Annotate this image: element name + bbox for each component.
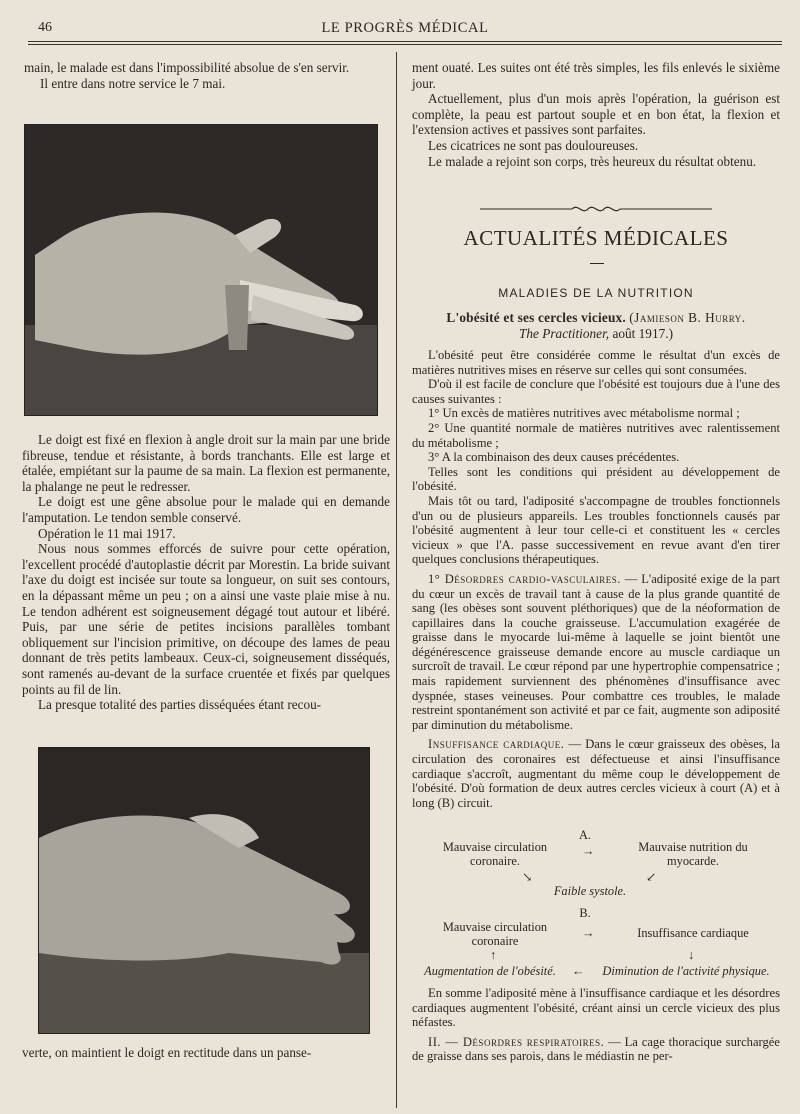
paragraph: Nous nous sommes efforcés de suivre pour cette opération, l'excellent procédé d'autoplastie décrit par Morestin. La bride suivant l'axe du doigt est incisée sur toute sa longueur, on suit ses contours, en la dépassant même un peu ; on a ainsi une vaste plaie mise à nu. Le tendon adhérent est soigneusement dégagé tout autour et libéré. Puis, par une série de petites incisions parallèles tombant obliquement sur l'incision primitive, on découpe des lames de peau donnant de très petits lambeaux. Ceux-ci, soigneusement disséqués, sont ramenés au-devant de la surface cruentée et fixés par quelques points au fil de lin.	[22, 541, 390, 697]
scheme-b-bottom-right: Diminution de l'activité physique.	[602, 964, 770, 978]
scheme-label-b: B.	[579, 906, 591, 920]
arrow-left-icon: ←	[572, 964, 585, 978]
paragraph: D'où il est facile de conclure que l'obésité est toujours due à l'une des causes suivantes :	[412, 377, 780, 406]
section-title: ACTUALITÉS MÉDICALES	[463, 226, 729, 250]
paragraph: La presque totalité des parties disséquées étant recou-	[38, 697, 322, 713]
arrow-right-icon: →	[582, 926, 595, 940]
paragraph: Le doigt est une gêne absolue pour le malade qui en demande l'amputation. Le tendon semble conservé.	[22, 494, 390, 525]
scheme-label-a: A.	[578, 828, 592, 842]
ornament-divider	[480, 202, 712, 216]
subheading-respiratoires: II. — Désordres respiratoires.	[428, 1034, 605, 1049]
arrow-down-icon: ↓	[688, 948, 695, 962]
header-rule	[28, 41, 782, 45]
paragraph: L'obésité peut être considérée comme le résultat d'un excès de matières nutritives mises en réserve sur celles qui sont consumées.	[412, 348, 780, 377]
paragraph: Insuffisance cardiaque. — Dans le cœur graisseux des obèses, la circulation des coronaires est défectueuse et ainsi l'insuffisance cardiaque s'accroît, augmentant du même coup le développement de l'obésité. D'où formation de deux autres cercles vicieux à court (A) et à long (B) circuit.	[412, 737, 781, 810]
subheading-insuffisance: Insuffisance cardiaque.	[428, 737, 565, 752]
journal-title: LE PROGRÈS MÉDICAL	[321, 20, 489, 36]
right-column-bottom	[412, 986, 780, 1064]
scheme-b-right: Insuffisance cardiaque	[637, 926, 749, 940]
paragraph: Opération le 11 mai 1917.	[38, 525, 176, 541]
left-column-bottom	[22, 1045, 390, 1061]
subheading-cardio: 1° Désordres cardio-vasculaires.	[428, 571, 621, 586]
paragraph: En somme l'adiposité mène à l'insuffisance cardiaque et les désordres cardiaques augmentent l'obésité, créant ainsi un cercle vicieux des plus néfastes.	[412, 986, 780, 1030]
paragraph: Les cicatrices ne sont pas douloureuses.	[428, 137, 639, 153]
arrow-up-icon: ↑	[490, 948, 497, 962]
article-author: (Jamieson B. Hurry.	[629, 310, 746, 325]
paragraph: Actuellement, plus d'un mois après l'opération, la guérison est complète, la peau est partout souple et en bon état, la flexion et l'extension actives et passives sont parfaites.	[412, 91, 780, 138]
paragraph: 1° Désordres cardio-vasculaires. — L'adiposité exige de la part du cœur un excès de travail tant à cause de la plus grande quantité de sang (les obèses sont souvent pléthoriques) que de la néoformation de capillaires dans la couche graisseuse. L'accumulation exagérée de graisse dans le myocarde lui-même à laquelle se joint bientôt une dégénérescence graisseuse demande encore au muscle cardiaque un surcroît de travail. Le cœur répond par une hypertrophie compensatrice ; mais rapidement surviennent des phénomènes d'insuffisance avec dyspnée, stases veineuses. Pour combattre ces troubles, le malade restreint spontanément son activité et par ce fait, augmente son adiposité par diminution du métabolisme.	[412, 571, 780, 732]
article-title: L'obésité et ses cercles vicieux.	[446, 310, 626, 325]
arrow-down-right-icon: ↘	[522, 870, 533, 884]
article-date: août 1917.)	[612, 326, 674, 341]
left-column-middle	[22, 432, 390, 713]
paragraph: II. — Désordres respiratoires. — La cage thoracique surchargée de graisse dans ses parois, dans le médiastin ne per-	[412, 1034, 780, 1064]
scheme-b-left-2: coronaire	[471, 934, 519, 948]
scheme-a-left-2: coronaire.	[470, 854, 520, 868]
rubric-heading: MALADIES DE LA NUTRITION	[498, 286, 694, 300]
title-dash	[590, 263, 604, 264]
arrow-down-left-icon: ↙	[646, 870, 657, 884]
scheme-a-right-1: Mauvaise nutrition du	[638, 840, 748, 854]
scheme-b-left-1: Mauvaise circulation	[442, 920, 548, 934]
page-number: 46	[38, 20, 52, 35]
hand-photo-after	[38, 747, 370, 1034]
paragraph: 1° Un excès de matières nutritives avec métabolisme normal ;	[428, 406, 740, 421]
scheme-a-right-2: myocarde.	[667, 854, 719, 868]
left-column-top	[24, 60, 388, 91]
paragraph: Le doigt est fixé en flexion à angle droit sur la main par une bride fibreuse, tendue et résistante, à bords tranchants. Elle est large et étalée, empiétant sur la paume de sa main. La flexion est permanente, la phalange ne peut le redresser.	[22, 432, 390, 494]
arrow-right-icon: →	[582, 844, 595, 858]
article-body	[412, 348, 780, 810]
vicious-circle-scheme	[410, 824, 782, 984]
article-heading	[412, 310, 780, 342]
scheme-a-left-1: Mauvaise circulation	[442, 840, 548, 854]
scheme-b-bottom-left: Augmentation de l'obésité.	[424, 964, 556, 978]
paragraph: Le malade a rejoint son corps, très heureux du résultat obtenu.	[428, 153, 757, 169]
paragraph: Telles sont les conditions qui président au développement de l'obésité.	[412, 464, 780, 494]
hand-photo-before	[24, 124, 378, 416]
paragraph: Il entre dans notre service le 7 mai.	[40, 75, 226, 91]
paragraph: 3° A la combinaison des deux causes précédentes.	[428, 450, 680, 465]
article-source: The Practitioner,	[518, 326, 610, 341]
right-column-top	[412, 60, 780, 169]
page-header	[28, 18, 782, 40]
paragraph: verte, on maintient le doigt en rectitude dans un panse-	[22, 1045, 312, 1060]
scheme-a-bottom: Faible systole.	[553, 884, 627, 898]
paragraph: main, le malade est dans l'impossibilité absolue de s'en servir.	[24, 60, 350, 75]
paragraph: 2° Une quantité normale de matières nutritives avec ralentissement du métabolisme ;	[412, 420, 780, 450]
column-divider	[396, 52, 397, 1108]
paragraph: ment ouaté. Les suites ont été très simples, les fils enlevés le sixième jour.	[412, 60, 780, 91]
paragraph: Mais tôt ou tard, l'adiposité s'accompagne de troubles fonctionnels d'un ou de plusieurs appareils. Les troubles fonctionnels causés par l'obésité augmentent à leur tour celle-ci et constituent les « cercles vicieux » que l'A. passe successivement en revue avant d'en tirer quelques conclusions thérapeutiques.	[412, 493, 780, 567]
